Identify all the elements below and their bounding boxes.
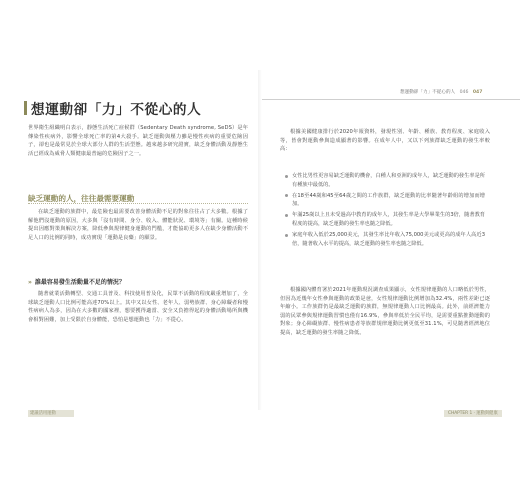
list-item: 女性比男性更容易缺乏運動的機會，白種人和亞洲的成年人，缺乏運動的發生率是所有種族中最低的。 — [285, 172, 485, 189]
header-rule — [262, 99, 520, 100]
bullet-icon — [285, 234, 288, 237]
list-item: 在18至44歲和45至64歲之間的工作族群，缺乏運動的比率隨著年齡組的增加而增加。 — [285, 192, 485, 209]
list-item: 年滿25歲以上且未受過高中教育的成年人，其發生率是大學畢業生的3倍，隨著教育程度的提高，缺乏運動的發生率也隨之降低。 — [285, 211, 485, 228]
chapter-title: 想運動卻「力」不從心的人 — [31, 102, 202, 118]
section-divider — [28, 203, 248, 204]
right-intro-paragraph: 根據美國健康排行於2020年報資料，發現性別、年齡、種族、教育程度、家庭收入等，皆會對運動參與造成顯著的影響。在成年人中，又以下列族群缺乏運動的發生率較高： — [280, 129, 490, 153]
bullet-icon — [285, 194, 288, 197]
section-paragraph: 在缺乏運動的族群中，最危險也最需要改善身體活動不足的對象往往占了大多數。根據了解他們沒運動的原因，大多與「沒有時間、身分、收入、體能狀況、環境等」有關。這種時候提出因應對策與解決方案，降低參與規律健身運動的門檻，才能協助更多人在缺少身體活動不足人口的比例的同時，成功實現「運動是良藥」的願景。 — [28, 209, 248, 241]
running-header-title: 想運動卻「力」不從心的人 — [400, 90, 456, 95]
right-second-paragraph: 根據國內體育署於2021年運動現況調查成果顯示，女性規律運動的人口略低於男性，但因為近幾年女性參與運動的政策是爸，女性規律運動比例增加為32.4%，兩性差距已逐年縮小。工作族群仍是最缺乏運動的族群，無規律運動人口比例最高。此外，前經濟能力弱的民眾參與規律運動習慣也僅有16.9%，參與率低於全民平均，是需要重點推動運動的對象；身心障礙族群、慢性病患者等族群規律運動比例更低至31.1%，可見隨著經濟地位提高，缺乏運動的發生率隨之降低。 — [280, 287, 490, 336]
subheading-paragraph: 隨著就業活動轉型、交通工具普及、科技使用普及化，民眾不活動的程度嚴重增加了，全球缺乏運動人口比例可能高達70%以上。其中又以女性、老年人、弱勢族群、身心障礙者和慢性病病人為多，因為在大多數的國家裡，想要獲得適當、安全又負擔得起的身體活動場所與機會相對困難，加上受限於自身體能，恐怕是想運動也「力」不從心。 — [28, 291, 248, 323]
bullet-icon — [285, 175, 288, 178]
section-heading: 缺乏運動的人，往往最需要運動 — [28, 194, 135, 203]
running-header — [400, 88, 516, 98]
intro-paragraph: 世界衛生組織明白表示，靜態生活死亡症候群（Sedentary Death syndrome, SeDS）是年傳染性疾病外，影響全球死亡率的第4大殺手。缺乏運動與壓力雖是慢性疾病的重要危險因子，卻也是最常見於全球大部分人群的生活型態。越來越多研究證實，缺乏身體活動及靜態生活已經成為威脅人類健康最普遍的危險因子之一。 — [28, 125, 248, 157]
subheading-text: 誰最容易發生活動量不足的情況？ — [34, 279, 125, 286]
double-chevron-icon: » — [28, 279, 32, 286]
title-accent-bar — [24, 101, 27, 115]
footer-right-text: CHAPTER 1 · 運動與健康 — [448, 411, 498, 416]
subheading — [28, 277, 125, 286]
page-number-left: 046 — [459, 90, 469, 95]
bullet-icon — [285, 214, 288, 217]
list-item: 家庭年收入低於25,000美元，其發生率比年收入75,000美元或更高的成年人高近3倍，隨著收入水平的提高，缺乏運動的發生率也隨之降低。 — [285, 231, 485, 248]
bullet-list — [285, 172, 485, 251]
footer-left-text: 建議活用運動 — [30, 411, 56, 416]
book-gutter — [258, 70, 262, 410]
page-number-right: 047 — [472, 90, 483, 95]
